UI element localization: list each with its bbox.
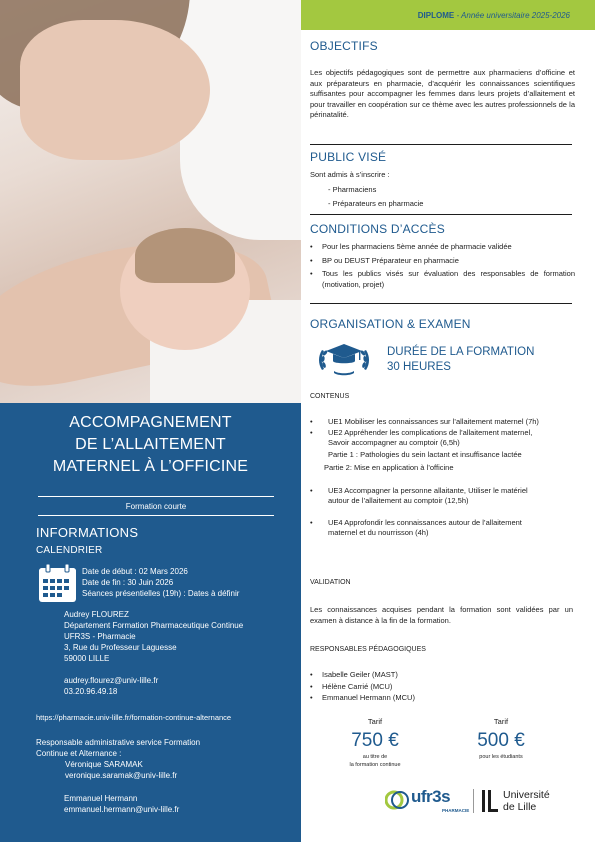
contact-city: 59000 LILLE bbox=[64, 654, 110, 663]
ue2-item: • UE2 Appréhender les complications de l’allaitement maternel, Savoir accompagner au comptoir (6,5h) bbox=[310, 428, 533, 447]
ue2-part2: Partie 2: Mise en application à l’officine bbox=[324, 463, 454, 472]
hero-photo-breastfeeding bbox=[0, 0, 301, 403]
calendar-dates bbox=[82, 566, 239, 599]
tarif-price: 750 € bbox=[351, 730, 399, 751]
ufr3s-logo-sub: PHARMACIE bbox=[442, 808, 470, 813]
duration-label: DURÉE DE LA FORMATION bbox=[387, 346, 535, 358]
start-date: Date de début : 02 Mars 2026 bbox=[82, 567, 188, 576]
public-heading: PUBLIC VISÉ bbox=[310, 150, 387, 164]
informations-heading: INFORMATIONS bbox=[36, 525, 139, 540]
resp-pedago-list bbox=[310, 670, 575, 705]
ue4-item: • UE4 Approfondir les connaissances autour de l’allaitement maternel et du nourrisson (4h) bbox=[310, 518, 522, 537]
tarif-label: Tarif bbox=[493, 717, 509, 726]
resp-pedago-item: • Emmanuel Hermann (MCU) bbox=[310, 693, 575, 704]
conditions-item: • Tous les publics visés sur évaluation des responsables de formation (motivation, projet) bbox=[310, 269, 575, 290]
formation-title bbox=[0, 412, 301, 478]
objectifs-text: Les objectifs pédagogiques sont de permettre aux pharmaciens d’officine et aux préparateurs en pharmacie, d’acquérir les connaissances scientifiques suffisantes pour accompagner les femmes dans leurs projets d’allaitement et pour travailler en coopération sur ce thème avec les autres professionnels de la périnatalité. bbox=[310, 68, 575, 119]
resp-pedago-heading: RESPONSABLES PÉDAGOGIQUES bbox=[310, 646, 426, 653]
sessions: Séances présentielles (19h) : Dates à définir bbox=[82, 589, 240, 598]
divider bbox=[38, 515, 274, 516]
objectifs-section bbox=[310, 39, 575, 121]
tarif-etudiants bbox=[446, 717, 556, 762]
ue1-text: UE1 Mobiliser les connaissances sur l’allaitement maternel (7h) bbox=[328, 417, 539, 426]
tarif-note bbox=[446, 754, 556, 762]
tarif-price: 500 € bbox=[477, 730, 525, 751]
resp-line-1: Responsable administrative service Formation bbox=[36, 738, 201, 747]
title-line-1: ACCOMPAGNEMENT bbox=[69, 414, 232, 431]
duration-value: 30 HEURES bbox=[387, 361, 451, 373]
tarif-label: Tarif bbox=[367, 717, 383, 726]
divider bbox=[310, 303, 572, 304]
resp-pedago-item: • Hélène Carrié (MCU) bbox=[310, 682, 575, 693]
hermann-contact bbox=[64, 793, 179, 815]
contact-name: Audrey FLOUREZ bbox=[64, 610, 129, 619]
resp-pedago-item: • Isabelle Geiler (MAST) bbox=[310, 670, 575, 681]
validation-text: Les connaissances acquises pendant la formation sont validées par un examen à distance à la fin de la formation. bbox=[310, 605, 573, 625]
objectifs-heading: OBJECTIFS bbox=[310, 39, 378, 53]
diploma-banner bbox=[301, 0, 595, 30]
ue4-text: UE4 Approfondir les connaissances autour de l’allaitement maternel et du nourrisson (4h) bbox=[328, 518, 522, 537]
universite-de-lille-logo-mark bbox=[480, 789, 500, 813]
tarif-formation-continue bbox=[320, 717, 430, 769]
end-date: Date de fin : 30 Juin 2026 bbox=[82, 578, 174, 587]
resp-name: Véronique SARAMAK bbox=[65, 760, 143, 769]
banner-label: DIPLOME bbox=[417, 11, 455, 20]
banner-year: Année universitaire 2025-2026 bbox=[461, 11, 570, 20]
univ-line-1: Université bbox=[503, 789, 550, 801]
organisation-section bbox=[310, 317, 575, 331]
contact-street: 3, Rue du Professeur Laguesse bbox=[64, 643, 177, 652]
universite-de-lille-logo-text bbox=[503, 789, 550, 813]
univ-line-2: de Lille bbox=[503, 801, 537, 813]
ue2-text: UE2 Appréhender les complications de l’allaitement maternel, Savoir accompagner au comptoir (6,5h) bbox=[328, 428, 533, 447]
title-line-2: DE L’ALLAITEMENT bbox=[75, 436, 226, 453]
tarif-note-line: la formation continue bbox=[349, 761, 401, 768]
ufr3s-logo-text: ufr3s bbox=[411, 787, 451, 806]
formation-type: Formation courte bbox=[125, 502, 187, 511]
ue3-item: • UE3 Accompagner la personne allaitante, Utiliser le matériel autour de l’allaitement au comptoir (12,5h) bbox=[310, 486, 528, 505]
admin-responsible bbox=[36, 737, 200, 781]
calendar-heading: CALENDRIER bbox=[36, 545, 103, 556]
calendar-icon bbox=[38, 563, 77, 603]
hermann-name: Emmanuel Hermann bbox=[64, 794, 138, 803]
graduation-cap-icon bbox=[316, 340, 372, 378]
ue2-part1: Partie 1 : Pathologies du sein lactant et insuffisance lactée bbox=[328, 450, 522, 459]
conditions-item: • BP ou DEUST Préparateur en pharmacie bbox=[310, 256, 575, 267]
banner-separator: - bbox=[454, 11, 462, 20]
divider bbox=[310, 144, 572, 145]
contact-block bbox=[64, 609, 243, 697]
tarif-note-line: au titre de bbox=[362, 754, 388, 760]
ue3-text: UE3 Accompagner la personne allaitante, Utiliser le matériel autour de l’allaitement au comptoir (12,5h) bbox=[328, 486, 528, 505]
title-line-3: MATERNEL À L’OFFICINE bbox=[52, 458, 249, 475]
contenus-list bbox=[310, 417, 540, 538]
left-info-panel bbox=[0, 403, 301, 842]
public-intro: Sont admis à s’inscrire : bbox=[310, 170, 390, 179]
tarif-note bbox=[320, 754, 430, 769]
hermann-email[interactable]: emmanuel.hermann@univ-lille.fr bbox=[64, 805, 180, 814]
conditions-section bbox=[310, 222, 575, 293]
public-item: - Préparateurs en pharmacie bbox=[328, 199, 424, 208]
tarif-note-line: pour les étudiants bbox=[479, 754, 523, 760]
conditions-heading: CONDITIONS D’ACCÈS bbox=[310, 222, 445, 236]
conditions-item: • Pour les pharmaciens 5ème année de pharmacie validée bbox=[310, 242, 575, 253]
website-link[interactable]: https://pharmacie.univ-lille.fr/formation-continue-alternance bbox=[36, 713, 232, 722]
ue1-item: • UE1 Mobiliser les connaissances sur l’allaitement maternel (7h) bbox=[310, 417, 539, 426]
duration-block bbox=[387, 345, 534, 375]
contact-ufr: UFR3S - Pharmacie bbox=[64, 632, 136, 641]
contact-department: Département Formation Pharmaceutique Continue bbox=[64, 621, 244, 630]
divider bbox=[38, 496, 274, 497]
contact-phone: 03.20.96.49.18 bbox=[64, 687, 118, 696]
ufr3s-logo-mark bbox=[385, 788, 409, 812]
contact-email[interactable]: audrey.flourez@univ-lille.fr bbox=[64, 676, 159, 685]
logo-divider bbox=[473, 789, 474, 813]
validation-heading: VALIDATION bbox=[310, 579, 351, 586]
logos-block bbox=[385, 786, 575, 816]
divider bbox=[310, 214, 572, 215]
resp-line-2: Continue et Alternance : bbox=[36, 749, 122, 758]
contenus-heading: CONTENUS bbox=[310, 393, 350, 400]
organisation-heading: ORGANISATION & EXAMEN bbox=[310, 317, 471, 331]
public-section bbox=[310, 150, 575, 210]
resp-email[interactable]: veronique.saramak@univ-lille.fr bbox=[65, 771, 178, 780]
public-item: - Pharmaciens bbox=[328, 184, 377, 194]
conditions-list bbox=[310, 242, 575, 290]
